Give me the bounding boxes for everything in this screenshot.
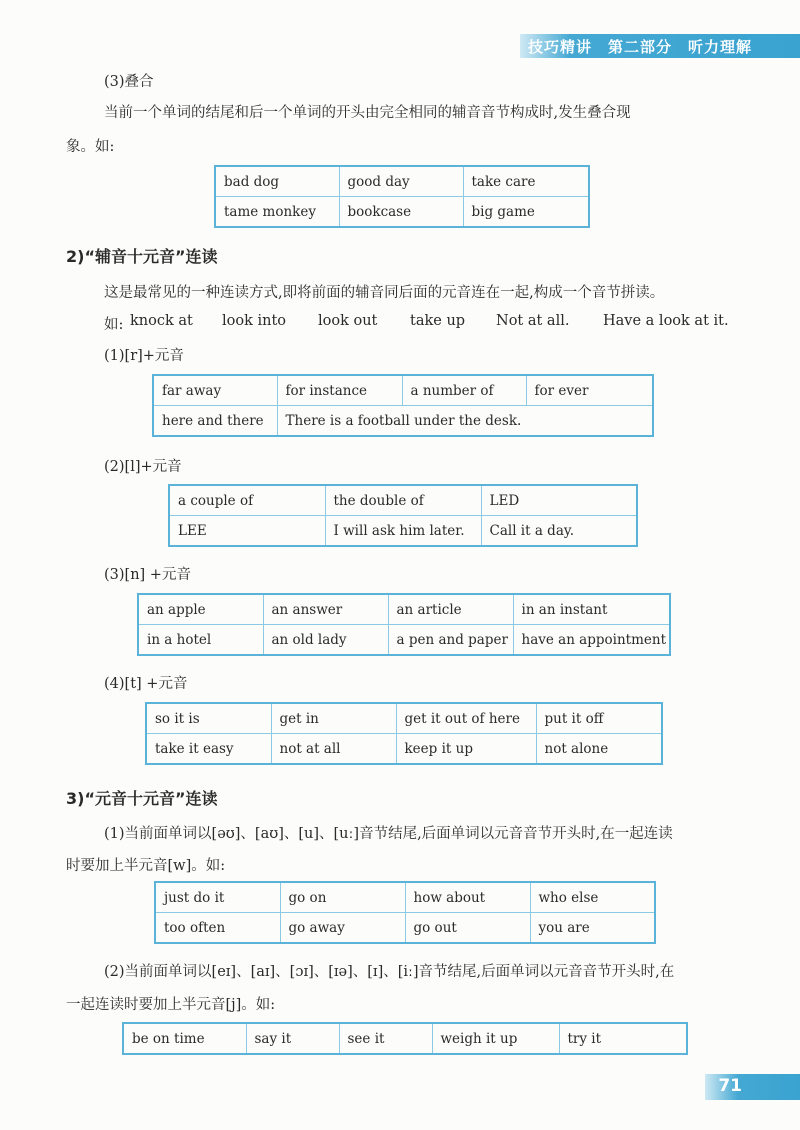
table-cell: be on time xyxy=(123,1023,246,1054)
table-cell: go away xyxy=(280,913,405,944)
table-cell: bookcase xyxy=(339,197,463,228)
table-cell: an old lady xyxy=(263,625,388,656)
table-cell: bad dog xyxy=(215,166,339,197)
r-table xyxy=(152,374,654,437)
table-cell: an apple xyxy=(138,594,263,625)
table-cell: for instance xyxy=(277,375,402,406)
l-heading: (2)[l]+元音 xyxy=(104,459,182,475)
example-phrase: knock at xyxy=(130,313,193,329)
overlap-heading: (3)叠合 xyxy=(104,74,154,90)
table-cell: I will ask him later. xyxy=(325,516,481,547)
w-table xyxy=(154,881,656,944)
page-number: 71 xyxy=(718,1076,742,1096)
overlap-desc-line1: 当前一个单词的结尾和后一个单词的开头由完全相同的辅音音节构成时,发生叠合现 xyxy=(104,105,631,121)
table-cell: far away xyxy=(153,375,277,406)
table-cell: LEE xyxy=(169,516,325,547)
example-phrase: look into xyxy=(222,313,287,329)
table-cell: an article xyxy=(388,594,513,625)
n-heading: (3)[n] +元音 xyxy=(104,567,191,583)
table-row xyxy=(215,197,589,228)
example-phrase: Not at all. xyxy=(496,313,570,329)
table-cell: LED xyxy=(481,485,637,516)
table-row xyxy=(169,485,637,516)
table-row xyxy=(146,703,662,734)
t-heading: (4)[t] +元音 xyxy=(104,676,188,692)
table-row xyxy=(155,913,655,944)
cv-examples-prefix: 如: xyxy=(104,317,124,333)
table-cell: take it easy xyxy=(146,734,271,765)
table-cell: take care xyxy=(463,166,589,197)
w-desc-line2: 时要加上半元音[w]。如: xyxy=(66,858,226,874)
table-cell: just do it xyxy=(155,882,280,913)
table-cell: big game xyxy=(463,197,589,228)
table-cell: too often xyxy=(155,913,280,944)
vv-heading: 3)“元音十元音”连读 xyxy=(66,789,218,808)
table-cell: a number of xyxy=(402,375,526,406)
table-cell: you are xyxy=(530,913,655,944)
table-cell: good day xyxy=(339,166,463,197)
table-cell: keep it up xyxy=(396,734,536,765)
table-cell: in an instant xyxy=(513,594,670,625)
table-cell: not at all xyxy=(271,734,396,765)
table-row xyxy=(153,375,653,406)
j-desc-line2: 一起连读时要加上半元音[j]。如: xyxy=(66,997,276,1013)
cv-desc: 这是最常见的一种连读方式,即将前面的辅音同后面的元音连在一起,构成一个音节拼读。 xyxy=(104,285,665,301)
table-row xyxy=(169,516,637,547)
table-cell: get in xyxy=(271,703,396,734)
table-cell: get it out of here xyxy=(396,703,536,734)
table-row xyxy=(138,625,670,656)
table-cell: who else xyxy=(530,882,655,913)
overlap-desc-line2: 象。如: xyxy=(66,139,115,155)
table-cell: have an appointment xyxy=(513,625,670,656)
table-cell: here and there xyxy=(153,406,277,437)
table-cell: weigh it up xyxy=(432,1023,559,1054)
table-cell: Call it a day. xyxy=(481,516,637,547)
example-phrase: take up xyxy=(410,313,466,329)
table-cell: the double of xyxy=(325,485,481,516)
table-cell: for ever xyxy=(526,375,653,406)
table-row xyxy=(146,734,662,765)
l-table xyxy=(168,484,638,547)
r-heading: (1)[r]+元音 xyxy=(104,348,184,364)
j-desc-line1: (2)当前面单词以[eɪ]、[aɪ]、[ɔɪ]、[ɪə]、[ɪ]、[iː]音节结尾,后面单词以元音音节开头时,在 xyxy=(104,964,675,980)
table-cell: a couple of xyxy=(169,485,325,516)
table-cell: a pen and paper xyxy=(388,625,513,656)
table-cell: go out xyxy=(405,913,530,944)
table-cell: how about xyxy=(405,882,530,913)
table-row xyxy=(123,1023,687,1054)
example-phrase: Have a look at it. xyxy=(603,313,729,329)
table-cell: tame monkey xyxy=(215,197,339,228)
j-table xyxy=(122,1022,688,1055)
t-table xyxy=(145,702,663,765)
cv-heading: 2)“辅音十元音”连读 xyxy=(66,247,218,266)
table-row xyxy=(153,406,653,437)
table-cell: so it is xyxy=(146,703,271,734)
overlap-table xyxy=(214,165,590,228)
table-cell: try it xyxy=(559,1023,687,1054)
table-cell: not alone xyxy=(536,734,662,765)
table-cell: see it xyxy=(339,1023,432,1054)
n-table xyxy=(137,593,671,656)
table-cell: There is a football under the desk. xyxy=(277,406,653,437)
table-cell: put it off xyxy=(536,703,662,734)
section-header: 技巧精讲 第二部分 听力理解 xyxy=(527,38,752,56)
example-phrase: look out xyxy=(318,313,378,329)
table-row xyxy=(138,594,670,625)
table-cell: an answer xyxy=(263,594,388,625)
w-desc-line1: (1)当前面单词以[əʊ]、[aʊ]、[u]、[uː]音节结尾,后面单词以元音音节开头时,在一起连读 xyxy=(104,826,673,842)
table-cell: say it xyxy=(246,1023,339,1054)
table-cell: in a hotel xyxy=(138,625,263,656)
table-row xyxy=(155,882,655,913)
table-row xyxy=(215,166,589,197)
table-cell: go on xyxy=(280,882,405,913)
